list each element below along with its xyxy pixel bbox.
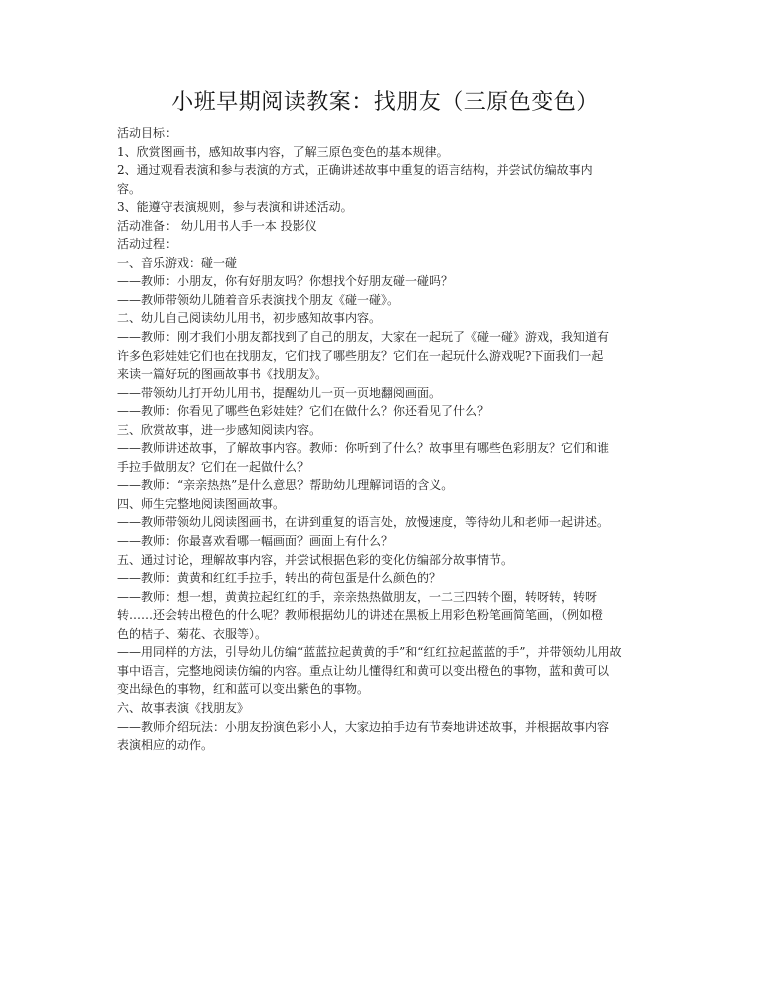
text-line: 活动准备： 幼儿用书人手一本 投影仪 [117,218,317,233]
text-line: ——教师：你最喜欢看哪一幅画面？画面上有什么？ [117,534,394,549]
text-line: 许多色彩娃娃它们也在找朋友，它们找了哪些朋友？它们在一起玩什么游戏呢?下面我们一起 [117,348,604,363]
text-line: ——教师：小朋友，你有好朋友吗？你想找个好朋友碰一碰吗？ [117,274,454,289]
text-line: 五、通过讨论，理解故事内容，并尝试根据色彩的变化仿编部分故事情节。 [117,552,514,567]
text-line: 三、欣赏故事，进一步感知阅读内容。 [117,422,322,437]
text-line: ——教师讲述故事，了解故事内容。教师：你听到了什么？故事里有哪些色彩朋友？它们和谁 [117,441,610,456]
text-line: ——教师：你看见了哪些色彩娃娃？它们在做什么？你还看见了什么？ [117,404,490,419]
text-line: 3、能遵守表演规则，参与表演和讲述活动。 [117,200,353,215]
text-line: 2、通过观看表演和参与表演的方式，正确讲述故事中重复的语言结构，并尝试仿编故事内 [117,163,593,178]
text-line: 转……还会转出橙色的什么呢？教师根据幼儿的讲述在黑板上用彩色粉笔画简笔画，（例如橙 [117,608,604,623]
text-line: ——用同样的方法，引导幼儿仿编“蓝蓝拉起黄黄的手”和“红红拉起蓝蓝的手”，并带领幼儿用故 [117,645,622,660]
text-line: 变出绿色的事物，红和蓝可以变出紫色的事物。 [117,682,370,697]
text-line: ——教师介绍玩法：小朋友扮演色彩小人，大家边拍手边有节奏地讲述故事，并根据故事内容 [117,719,610,734]
text-line: ——教师：想一想，黄黄拉起红红的手，亲亲热热做朋友，一二三四转个圈，转呀转，转呀 [117,589,598,604]
text-line: 色的桔子、菊花、衣服等）。 [117,626,268,641]
text-line: 活动目标： [117,126,178,140]
text-line: 手拉手做朋友？它们在一起做什么？ [117,459,310,474]
text-line: 事中语言，完整地阅读仿编的内容。重点让幼儿懂得红和黄可以变出橙色的事物，蓝和黄可以 [117,663,610,678]
text-line: ——教师带领幼儿随着音乐表演找个朋友《碰一碰》。 [117,292,400,307]
document-body [117,124,657,755]
text-line: 1、欣赏图画书，感知故事内容，了解三原色变色的基本规律。 [117,144,449,159]
text-line: 来读一篇好玩的图画故事书《找朋友》。 [117,367,328,382]
document-title: 小班早期阅读教案：找朋友（三原色变色） [171,90,599,115]
text-line: 活动过程： [117,237,178,252]
text-line: 四、师生完整地阅读图画故事。 [117,496,286,511]
text-line: 六、故事表演《找朋友》 [117,700,250,715]
text-line: 容。 [117,181,142,196]
text-line: ——教师：刚才我们小朋友都找到了自己的朋友，大家在一起玩了《碰一碰》游戏，我知道有 [117,330,610,345]
text-line: 一、音乐游戏：碰一碰 [117,255,238,270]
text-line: 二、幼儿自己阅读幼儿用书，初步感知故事内容。 [117,311,382,326]
text-line: ——教师：黄黄和红红手拉手，转出的荷包蛋是什么颜色的？ [117,571,442,586]
text-line: 表演相应的动作。 [117,738,214,753]
text-line: ——带领幼儿打开幼儿用书，提醒幼儿一页一页地翻阅画面。 [117,385,442,400]
text-line: ——教师：“亲亲热热”是什么意思？帮助幼儿理解词语的含义。 [117,478,454,493]
text-line: ——教师带领幼儿阅读图画书，在讲到重复的语言处，放慢速度，等待幼儿和老师一起讲述。 [117,515,610,530]
